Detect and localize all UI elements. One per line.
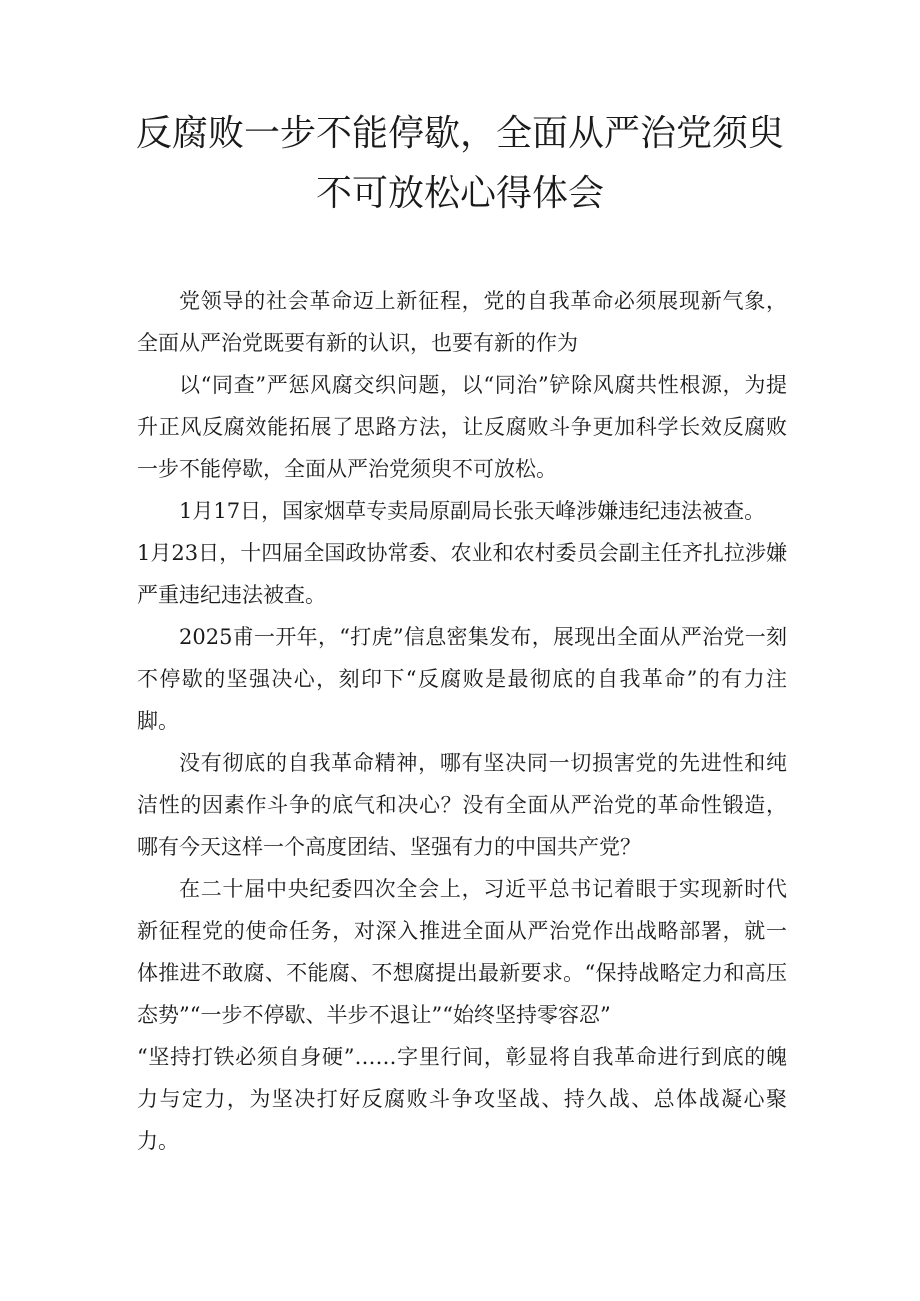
paragraph: 1月17日，国家烟草专卖局原副局长张天峰涉嫌违纪违法被查。 bbox=[179, 499, 766, 523]
paragraph: 2025甫一开年，“打虎”信息密集发布，展现出全面从严治党一刻不停歇的坚强决心，刻印下“反腐败是最彻底的自我革命”的有力注脚。 bbox=[137, 625, 787, 733]
paragraph: 党领导的社会革命迈上新征程，党的自我革命必须展现新气象，全面从严治党既要有新的认识，也要有新的作为 bbox=[137, 289, 787, 355]
title-line-2: 不可放松心得体会 bbox=[315, 173, 604, 214]
paragraph: 没有彻底的自我革命精神，哪有坚决同一切损害党的先进性和纯洁性的因素作斗争的底气和决心？没有全面从严治党的革命性锻造，哪有今天这样一个高度团结、坚强有力的中国共产党？ bbox=[137, 751, 787, 859]
title-line-1: 反腐败一步不能停歇，全面从严治党须臾 bbox=[135, 113, 784, 154]
paragraph: 以“同查”严惩风腐交织问题，以“同治”铲除风腐共性根源，为提升正风反腐效能拓展了思路方法，让反腐败斗争更加科学长效反腐败一步不能停歇，全面从严治党须臾不可放松。 bbox=[137, 373, 787, 481]
paragraph: “坚持打铁必须自身硬”……字里行间，彰显将自我革命进行到底的魄力与定力，为坚决打好反腐败斗争攻坚战、持久战、总体战凝心聚力。 bbox=[137, 1045, 787, 1153]
document-title bbox=[120, 104, 800, 224]
paragraph: 1月23日，十四届全国政协常委、农业和农村委员会副主任齐扎拉涉嫌严重违纪违法被查。 bbox=[137, 541, 787, 607]
document-body bbox=[137, 280, 787, 1162]
paragraph: 在二十届中央纪委四次全会上，习近平总书记着眼于实现新时代新征程党的使命任务，对深入推进全面从严治党作出战略部署，就一体推进不敢腐、不能腐、不想腐提出最新要求。“保持战略定力和高压态势”“一步不停歇、半步不退让”“始终坚持零容忍” bbox=[137, 877, 787, 1027]
